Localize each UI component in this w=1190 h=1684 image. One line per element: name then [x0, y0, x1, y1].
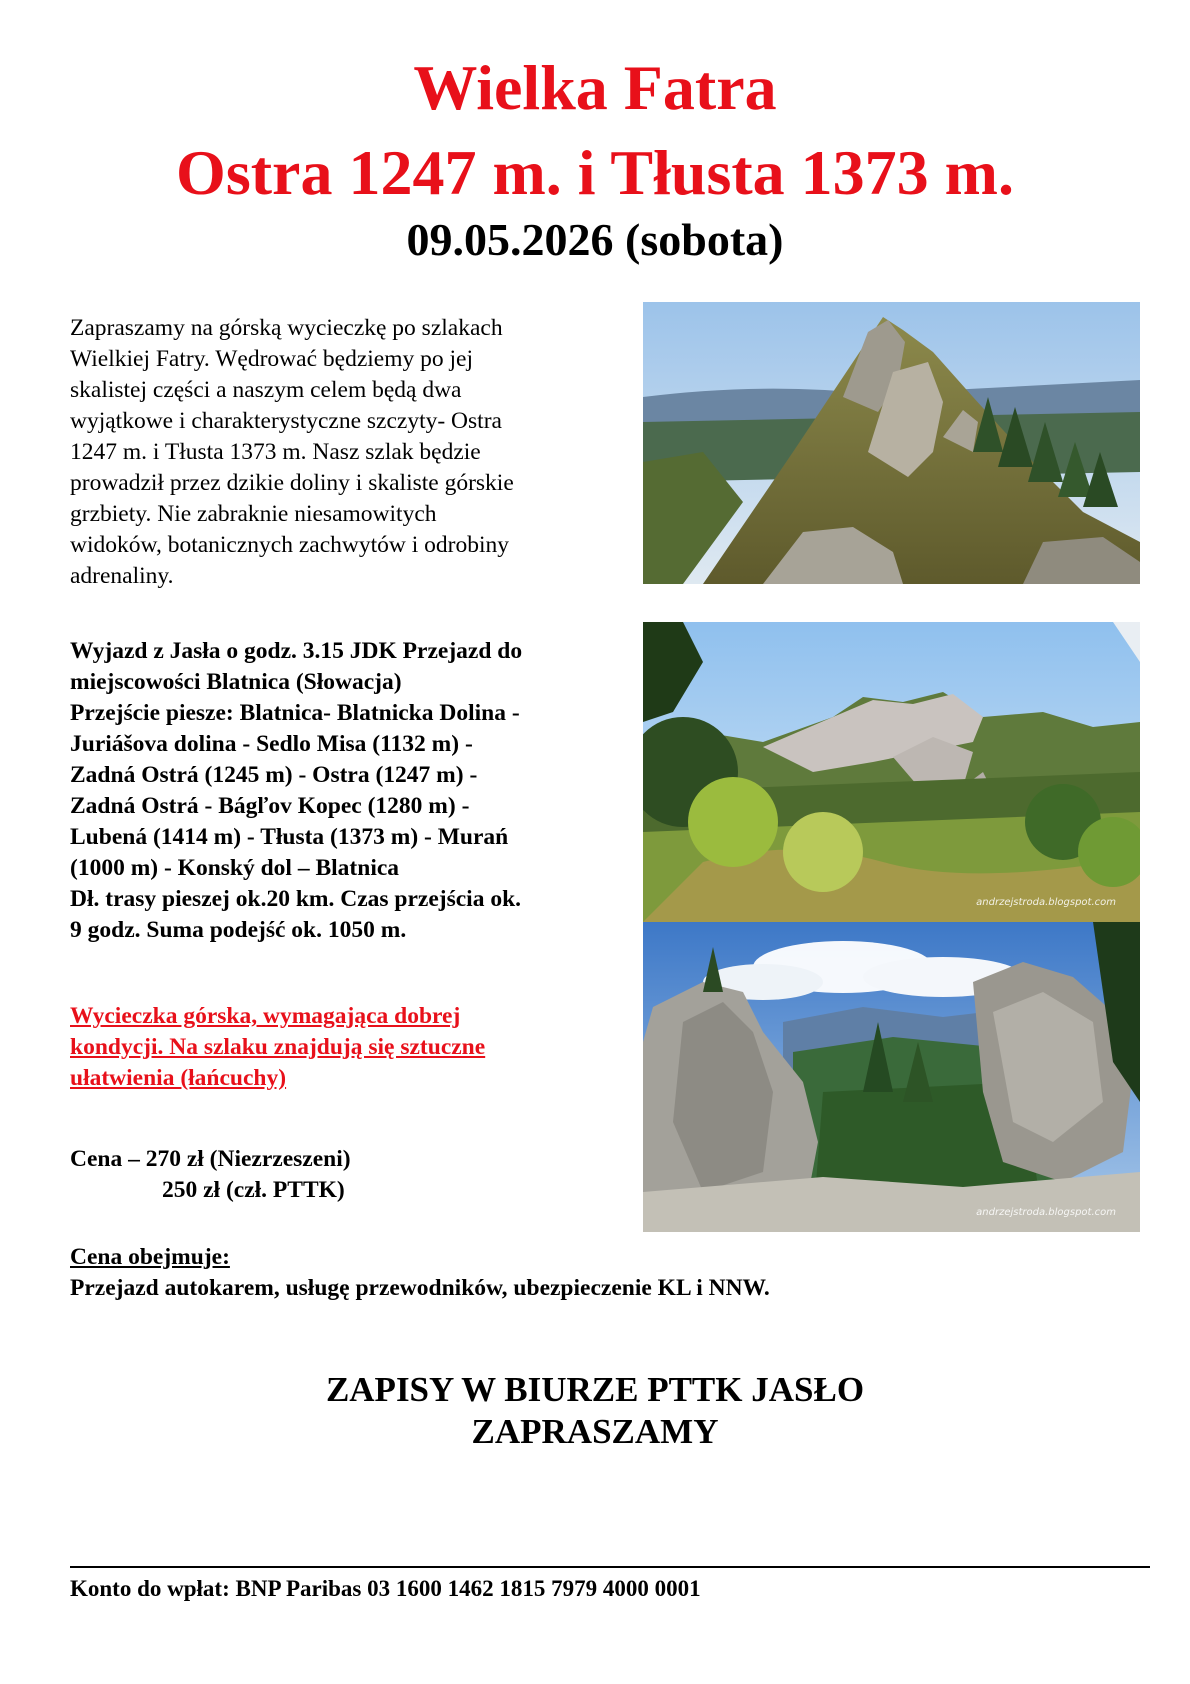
photo-rocky-ridge	[643, 302, 1140, 584]
includes-text: Przejazd autokarem, usługę przewodników, ubezpieczenie KL i NNW.	[70, 1275, 770, 1301]
bank-account: Konto do wpłat: BNP Paribas 03 1600 1462 1815 7979 4000 0001	[70, 1576, 701, 1601]
intro-line: wyjątkowe i charakterystyczne szczyty- Ostra	[70, 408, 502, 434]
price-line-member: 250 zł (czł. PTTK)	[162, 1177, 345, 1203]
intro-line: prowadził przez dzikie doliny i skaliste górskie	[70, 470, 514, 496]
price-includes	[70, 1242, 1070, 1304]
title-line-2: Ostra 1247 m. i Tłusta 1373 m.	[176, 137, 1014, 208]
event-date: 09.05.2026 (sobota)	[406, 214, 784, 265]
route-line: miejscowości Blatnica (Słowacja)	[70, 669, 402, 695]
title-line-1: Wielka Fatra	[413, 52, 777, 123]
photo-limestone-towers	[643, 922, 1140, 1232]
route-line: Juriášova dolina - Sedlo Misa (1132 m) -	[70, 731, 473, 757]
intro-line: grzbiety. Nie zabraknie niesamowitych	[70, 501, 437, 527]
route-line: Lubená (1414 m) - Tłusta (1373 m) - Murań	[70, 824, 509, 850]
signup-notice	[0, 1369, 1190, 1453]
photo-watermark: andrzejstroda.blogspot.com	[976, 1207, 1116, 1218]
price-line-nonmember: Cena – 270 zł (Niezrzeszeni)	[70, 1146, 351, 1172]
route-line: (1000 m) - Konský dol – Blatnica	[70, 855, 400, 881]
intro-line: 1247 m. i Tłusta 1373 m. Nasz szlak będzie	[70, 439, 481, 465]
route-line: 9 godz. Suma podejść ok. 1050 m.	[70, 917, 407, 943]
warning-line: Wycieczka górska, wymagająca dobrej	[70, 1003, 461, 1029]
intro-line: adrenaliny.	[70, 563, 174, 589]
warning-line: ułatwienia (łańcuchy)	[70, 1065, 287, 1091]
signup-line-1: ZAPISY W BIURZE PTTK JASŁO	[325, 1370, 865, 1409]
photo-watermark: andrzejstroda.blogspot.com	[976, 897, 1116, 908]
price-block	[70, 1144, 630, 1206]
includes-heading: Cena obejmuje:	[70, 1244, 230, 1270]
photo-forested-massif	[643, 622, 1140, 922]
signup-line-2: ZAPRASZAMY	[471, 1412, 719, 1451]
difficulty-warning	[70, 1001, 630, 1094]
route-description	[70, 636, 630, 946]
intro-paragraph	[70, 313, 630, 592]
route-line: Przejście piesze: Blatnica- Blatnicka Dolina -	[70, 700, 520, 726]
route-line: Wyjazd z Jasła o godz. 3.15 JDK Przejazd do	[70, 638, 523, 664]
intro-line: Zapraszamy na górską wycieczkę po szlakach	[70, 315, 503, 341]
route-line: Zadná Ostrá (1245 m) - Ostra (1247 m) -	[70, 762, 478, 788]
intro-line: skalistej części a naszym celem będą dwa	[70, 377, 462, 403]
route-line: Dł. trasy pieszej ok.20 km. Czas przejścia ok.	[70, 886, 522, 912]
route-line: Zadná Ostrá - Bágľov Kopec (1280 m) -	[70, 793, 470, 819]
warning-line: kondycji. Na szlaku znajdują się sztuczne	[70, 1034, 486, 1060]
intro-line: Wielkiej Fatry. Wędrować będziemy po jej	[70, 346, 473, 372]
footer-divider	[70, 1566, 1150, 1568]
intro-line: widoków, botanicznych zachwytów i odrobiny	[70, 532, 509, 558]
